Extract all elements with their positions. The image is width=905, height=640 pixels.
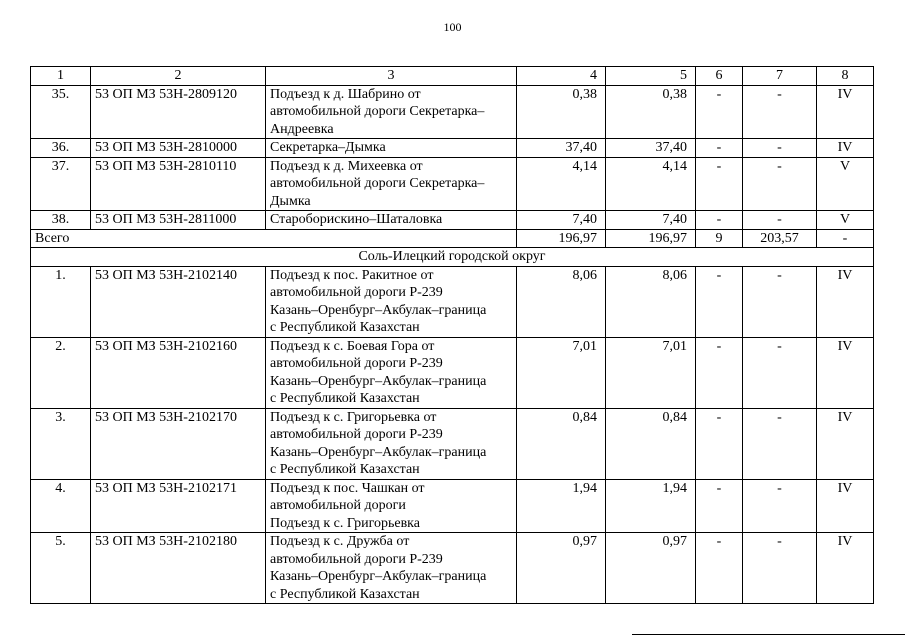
road-name [266, 139, 517, 158]
road-name [266, 85, 517, 139]
length-cell: 7,40 [517, 211, 606, 230]
road-code: 53 ОП МЗ 53Н-2810110 [91, 157, 266, 211]
column-header: 6 [696, 67, 743, 86]
road-name-line: автомобильной дороги Р-239 [270, 427, 443, 442]
row-number: 2. [31, 337, 91, 408]
table-row [31, 337, 874, 408]
road-name-line: с Республикой Казахстан [270, 462, 420, 477]
length-cell: 1,94 [606, 479, 696, 533]
road-name [266, 337, 517, 408]
value-cell: - [743, 408, 817, 479]
value-cell: - [696, 337, 743, 408]
category-cell: IV [817, 337, 874, 408]
section-row [31, 248, 874, 267]
footnote-rule [632, 634, 905, 635]
length-cell: 0,97 [606, 533, 696, 604]
length-cell: 7,01 [517, 337, 606, 408]
column-header: 8 [817, 67, 874, 86]
road-name-line: автомобильной дороги Р-239 [270, 285, 443, 300]
table-row [31, 139, 874, 158]
value-cell: - [743, 139, 817, 158]
length-cell: 4,14 [606, 157, 696, 211]
value-cell: - [696, 85, 743, 139]
table-row [31, 408, 874, 479]
length-cell: 7,01 [606, 337, 696, 408]
table-row [31, 533, 874, 604]
category-cell: IV [817, 266, 874, 337]
value-cell: - [696, 533, 743, 604]
category-cell: V [817, 157, 874, 211]
value-cell: - [696, 408, 743, 479]
road-code: 53 ОП МЗ 53Н-2102171 [91, 479, 266, 533]
road-name-line: Подъезд к д. Шабрино от [270, 86, 421, 102]
length-cell: 37,40 [517, 139, 606, 158]
road-name-line: Подъезд к д. Михеевка от [270, 158, 423, 174]
road-name-line: Подъезд к пос. Чашкан от [270, 480, 425, 496]
value-cell: - [696, 479, 743, 533]
total-value: 203,57 [743, 229, 817, 248]
value-cell: - [696, 139, 743, 158]
column-header: 3 [266, 67, 517, 86]
category-cell: IV [817, 85, 874, 139]
category-cell: V [817, 211, 874, 230]
road-name-line: Подъезд к пос. Ракитное от [270, 267, 434, 283]
road-code: 53 ОП МЗ 53Н-2809120 [91, 85, 266, 139]
road-name-line: Подъезд к с. Григорьевка от [270, 409, 437, 425]
value-cell: - [743, 211, 817, 230]
category-cell: IV [817, 139, 874, 158]
total-value: 196,97 [517, 229, 606, 248]
total-value: 9 [696, 229, 743, 248]
road-name [266, 533, 517, 604]
total-value: - [817, 229, 874, 248]
road-name-line: Староборискино–Шаталовка [270, 212, 443, 227]
road-name-line: Андреевка [270, 121, 334, 137]
road-name-line: автомобильной дороги Секретарка– [270, 104, 485, 119]
length-cell: 37,40 [606, 139, 696, 158]
value-cell: - [696, 266, 743, 337]
road-name-line: Секретарка–Дымка [270, 140, 386, 155]
row-number: 36. [31, 139, 91, 158]
value-cell: - [743, 157, 817, 211]
road-code: 53 ОП МЗ 53Н-2102160 [91, 337, 266, 408]
value-cell: - [743, 85, 817, 139]
road-name-line: Дымка [270, 193, 311, 209]
road-name-line: Подъезд к с. Дружба от [270, 534, 410, 549]
road-name-line: автомобильной дороги Р-239 [270, 356, 443, 371]
table-row [31, 479, 874, 533]
road-name [266, 408, 517, 479]
road-name-line: автомобильной дороги [270, 498, 406, 513]
road-name-line: Казань–Оренбург–Акбулак–граница [270, 302, 487, 318]
length-cell: 0,84 [517, 408, 606, 479]
table-body [31, 67, 874, 604]
section-title: Соль-Илецкий городской округ [31, 248, 874, 267]
road-name-line: с Республикой Казахстан [270, 391, 420, 406]
length-cell: 0,38 [606, 85, 696, 139]
row-number: 35. [31, 85, 91, 139]
row-number: 4. [31, 479, 91, 533]
total-value: 196,97 [606, 229, 696, 248]
page-number: 100 [443, 20, 462, 34]
road-name-line: автомобильной дороги Р-239 [270, 551, 443, 567]
road-code: 53 ОП МЗ 53Н-2102180 [91, 533, 266, 604]
road-name-line: Казань–Оренбург–Акбулак–граница [270, 444, 487, 460]
column-header: 5 [606, 67, 696, 86]
road-name-line: с Республикой Казахстан [270, 320, 420, 335]
total-label: Всего [31, 229, 517, 248]
table-row [31, 266, 874, 337]
row-number: 1. [31, 266, 91, 337]
column-header: 2 [91, 67, 266, 86]
value-cell: - [696, 157, 743, 211]
road-name [266, 266, 517, 337]
total-row [31, 229, 874, 248]
road-code: 53 ОП МЗ 53Н-2102140 [91, 266, 266, 337]
value-cell: - [743, 533, 817, 604]
length-cell: 8,06 [517, 266, 606, 337]
road-code: 53 ОП МЗ 53Н-2811000 [91, 211, 266, 230]
length-cell: 0,84 [606, 408, 696, 479]
column-header: 1 [31, 67, 91, 86]
road-name [266, 157, 517, 211]
table-row [31, 157, 874, 211]
length-cell: 4,14 [517, 157, 606, 211]
category-cell: IV [817, 408, 874, 479]
table-row [31, 85, 874, 139]
length-cell: 8,06 [606, 266, 696, 337]
value-cell: - [743, 266, 817, 337]
road-name [266, 211, 517, 230]
column-header: 7 [743, 67, 817, 86]
table-row [31, 211, 874, 230]
length-cell: 0,97 [517, 533, 606, 604]
row-number: 38. [31, 211, 91, 230]
row-number: 5. [31, 533, 91, 604]
road-name [266, 479, 517, 533]
road-name-line: Подъезд к с. Боевая Гора от [270, 338, 435, 354]
value-cell: - [743, 479, 817, 533]
length-cell: 0,38 [517, 85, 606, 139]
category-cell: IV [817, 533, 874, 604]
road-name-line: Подъезд к с. Григорьевка [270, 515, 420, 531]
road-name-line: Казань–Оренбург–Акбулак–граница [270, 569, 487, 584]
category-cell: IV [817, 479, 874, 533]
road-code: 53 ОП МЗ 53Н-2810000 [91, 139, 266, 158]
road-name-line: Казань–Оренбург–Акбулак–граница [270, 373, 487, 389]
row-number: 37. [31, 157, 91, 211]
roads-table [30, 66, 874, 604]
header-row [31, 67, 874, 86]
road-name-line: автомобильной дороги Секретарка– [270, 176, 485, 191]
road-name-line: с Республикой Казахстан [270, 586, 420, 602]
length-cell: 1,94 [517, 479, 606, 533]
row-number: 3. [31, 408, 91, 479]
road-code: 53 ОП МЗ 53Н-2102170 [91, 408, 266, 479]
length-cell: 7,40 [606, 211, 696, 230]
value-cell: - [696, 211, 743, 230]
value-cell: - [743, 337, 817, 408]
column-header: 4 [517, 67, 606, 86]
